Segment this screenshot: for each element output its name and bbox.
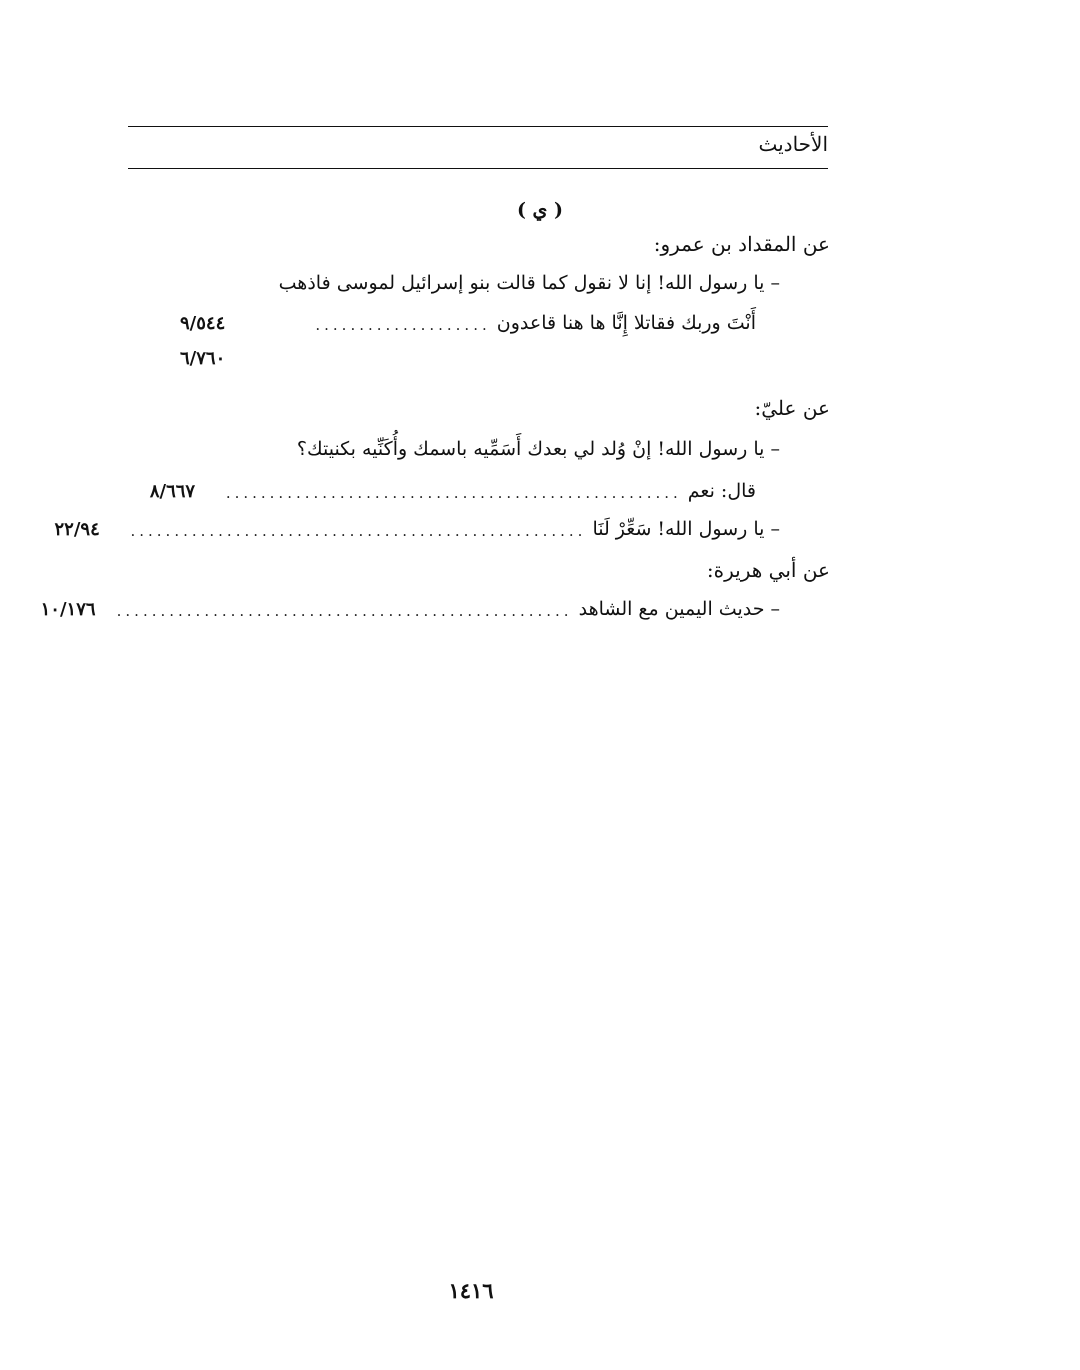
narrator-heading: عن أبي هريرة: (706, 558, 830, 582)
reference-number: ٨/٦٦٧ (149, 480, 196, 502)
dot-leader: .................... (315, 316, 491, 334)
hadith-line (149, 476, 780, 506)
dot-leader: .................................................... (130, 522, 587, 540)
section-letter-heading: ( ي ) (516, 199, 564, 221)
hadith-text: – حديث اليمين مع الشاهد (578, 598, 780, 620)
hadith-text: قال: نعم (687, 480, 756, 502)
hadith-line (54, 514, 780, 544)
reference-number: ٩/٥٤٤ (180, 312, 226, 334)
reference-number: ١٠/١٧٦ (40, 598, 96, 620)
header-bottom-rule (128, 168, 828, 169)
header-top-rule (128, 126, 828, 127)
narrator-heading: عن عليّ: (754, 396, 830, 420)
running-header-title: الأحاديث (758, 132, 828, 156)
page-number: ١٤١٦ (448, 1278, 494, 1303)
hadith-text: – يا رسول الله! سَعِّرْ لَنَا (592, 518, 780, 540)
dot-leader: .................................................... (225, 484, 682, 502)
reference-number: ٦/٧٦٠ (180, 348, 226, 369)
hadith-line (180, 268, 780, 298)
hadith-line (180, 434, 780, 464)
reference-number: ٢٢/٩٤ (54, 518, 100, 540)
narrator-heading: عن المقداد بن عمرو: (653, 232, 830, 256)
hadith-text: أَنْتَ وربك فقاتلا إِنَّا ها هنا قاعدون (496, 312, 756, 334)
hadith-text: – يا رسول الله! إنا لا نقول كما قالت بنو إسرائيل لموسى فاذهب (278, 272, 780, 294)
hadith-line (180, 308, 780, 338)
hadith-text: – يا رسول الله! إنْ وُلد لي بعدك أَسَمِّيه باسمك وأُكَنِّيه بكنيتك؟ (296, 438, 780, 460)
dot-leader: .................................................... (116, 602, 573, 620)
hadith-line (40, 594, 780, 624)
